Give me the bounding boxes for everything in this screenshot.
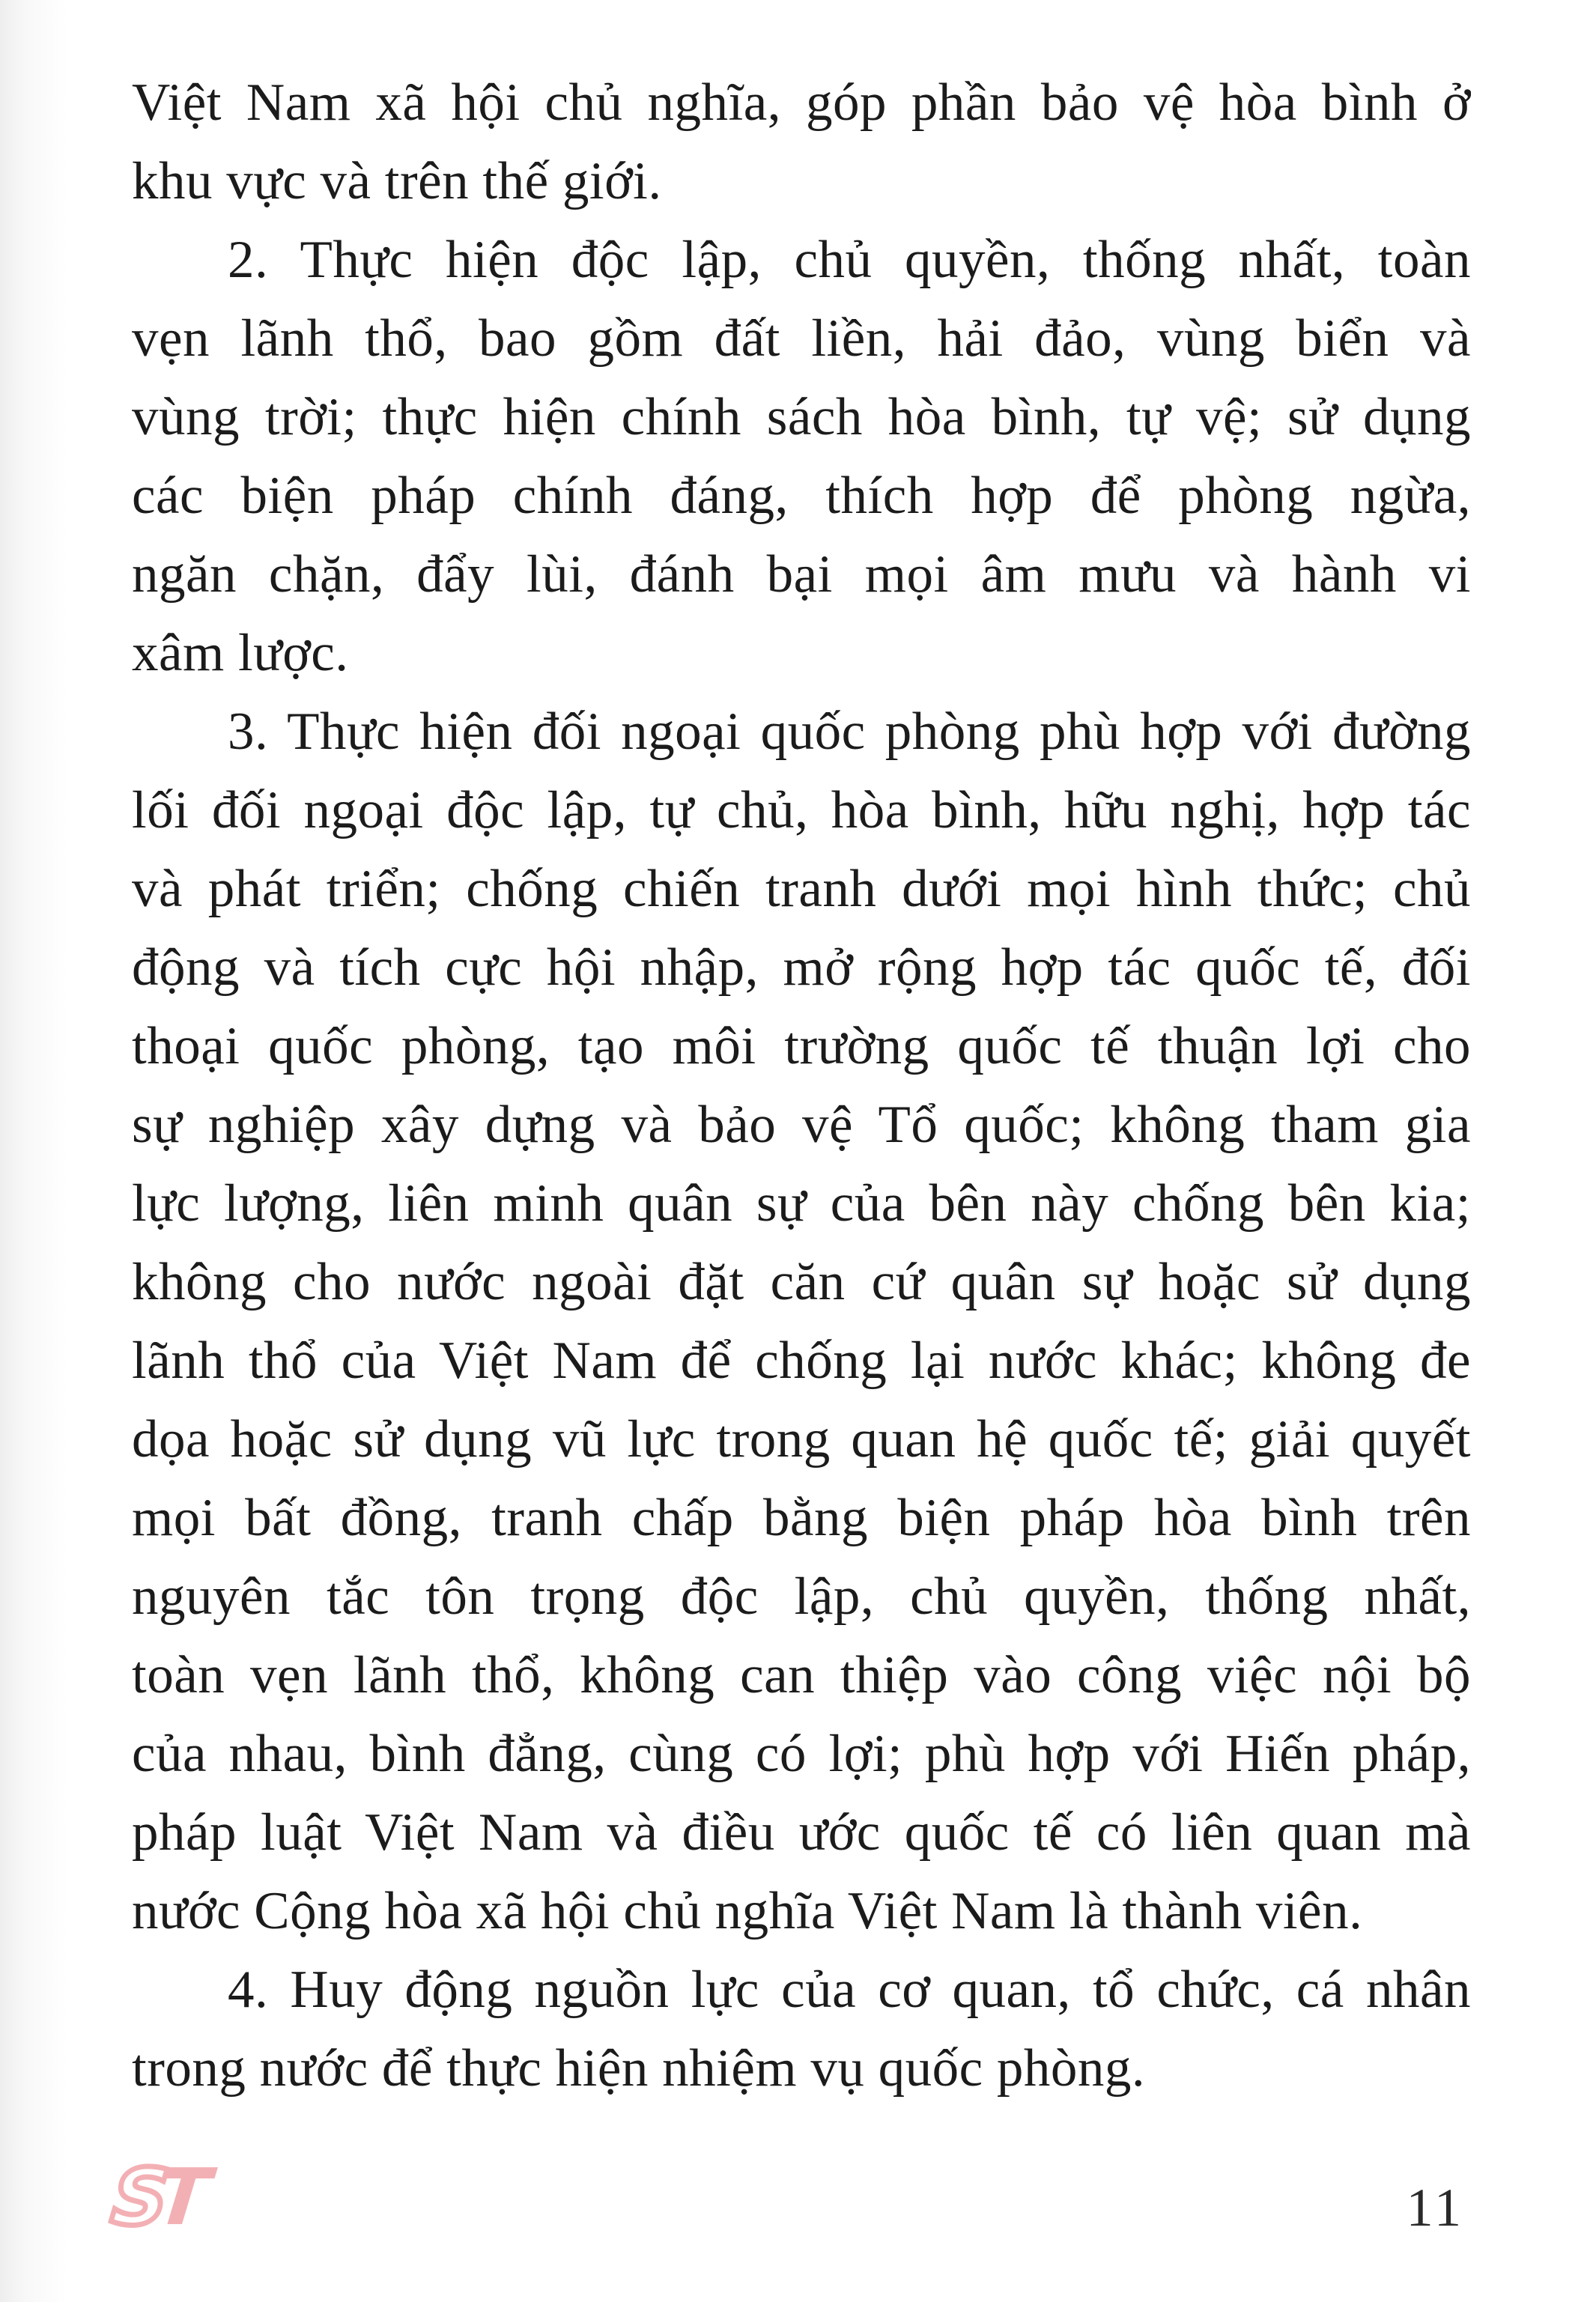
watermark-letter-s: S <box>107 2151 162 2243</box>
text-line: thoại quốc phòng, tạo môi trường quốc tế thuận lợi cho <box>132 1017 1471 1075</box>
text-line: động và tích cực hội nhập, mở rộng hợp tác quốc tế, đối <box>132 938 1471 997</box>
paragraph-item-4 <box>132 1951 1471 2108</box>
text-line: pháp luật Việt Nam và điều ước quốc tế có liên quan mà <box>132 1803 1471 1862</box>
text-line: xâm lược. <box>132 624 349 682</box>
paragraph-item-2 <box>132 221 1471 693</box>
text-line: ngăn chặn, đẩy lùi, đánh bại mọi âm mưu và hành vi <box>132 545 1471 604</box>
text-line: các biện pháp chính đáng, thích hợp để phòng ngừa, <box>132 467 1471 525</box>
text-line: không cho nước ngoài đặt căn cứ quân sự hoặc sử dụng <box>132 1253 1471 1311</box>
text-line: sự nghiệp xây dựng và bảo vệ Tổ quốc; không tham gia <box>132 1096 1471 1154</box>
text-line: lực lượng, liên minh quân sự của bên này chống bên kia; <box>132 1174 1471 1233</box>
text-line: toàn vẹn lãnh thổ, không can thiệp vào công việc nội bộ <box>132 1646 1471 1704</box>
text-line: dọa hoặc sử dụng vũ lực trong quan hệ quốc tế; giải quyết <box>132 1410 1471 1469</box>
text-line: nguyên tắc tôn trọng độc lập, chủ quyền, thống nhất, <box>132 1567 1471 1626</box>
paragraph-item-3 <box>132 693 1471 1951</box>
text-line: lãnh thổ của Việt Nam để chống lại nước khác; không đe <box>132 1331 1471 1390</box>
text-line: 4. Huy động nguồn lực của cơ quan, tổ chức, cá nhân <box>228 1961 1471 2019</box>
paragraph-continuation <box>132 64 1471 221</box>
text-line: vẹn lãnh thổ, bao gồm đất liền, hải đảo, vùng biển và <box>132 309 1471 368</box>
text-line: 2. Thực hiện độc lập, chủ quyền, thống nhất, toàn <box>228 231 1471 289</box>
text-line: lối đối ngoại độc lập, tự chủ, hòa bình, hữu nghị, hợp tác <box>132 781 1471 839</box>
page-edge-shadow <box>0 0 67 2302</box>
text-line: nước Cộng hòa xã hội chủ nghĩa Việt Nam là thành viên. <box>132 1882 1363 1940</box>
text-line: và phát triển; chống chiến tranh dưới mọi hình thức; chủ <box>132 860 1471 918</box>
text-line: trong nước để thực hiện nhiệm vụ quốc phòng. <box>132 2039 1146 2098</box>
text-line: 3. Thực hiện đối ngoại quốc phòng phù hợp với đường <box>228 702 1471 761</box>
text-line: khu vực và trên thế giới. <box>132 152 662 210</box>
watermark-letter-t: T <box>151 2151 203 2243</box>
text-line: của nhau, bình đẳng, cùng có lợi; phù hợp với Hiến pháp, <box>132 1725 1471 1783</box>
page-number: 11 <box>1406 2178 1464 2238</box>
text-line: mọi bất đồng, tranh chấp bằng biện pháp hòa bình trên <box>132 1489 1471 1547</box>
publisher-st-watermark-logo <box>107 2151 203 2243</box>
text-line: vùng trời; thực hiện chính sách hòa bình, tự vệ; sử dụng <box>132 388 1471 446</box>
page-body-text <box>132 64 1471 2108</box>
text-line: Việt Nam xã hội chủ nghĩa, góp phần bảo vệ hòa bình ở <box>132 73 1471 132</box>
